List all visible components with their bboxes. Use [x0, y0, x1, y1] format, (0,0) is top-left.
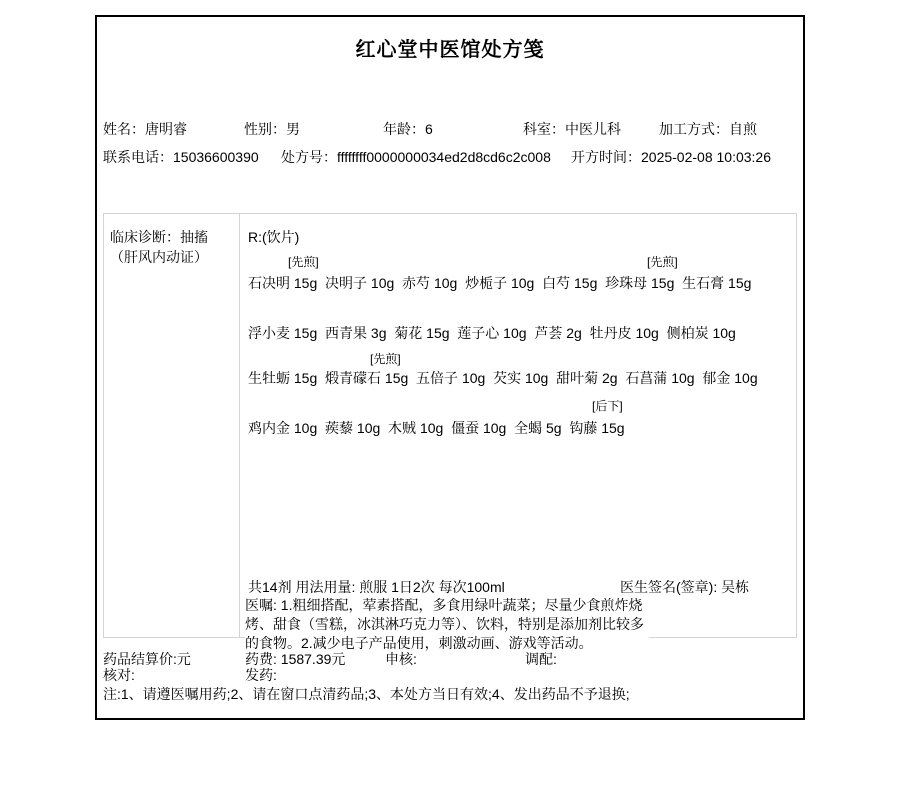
column-divider — [239, 214, 240, 637]
field-patient-gender — [244, 121, 300, 138]
decoct-first-annotation: [先煎] — [288, 255, 319, 269]
footer-note: 注:1、请遵医嘱用药;2、请在窗口点清药品;3、本处方当日有效;4、发出药品不予退换; — [103, 686, 630, 702]
field-label: 科室： — [523, 121, 565, 137]
doctor-signature-label: 医生签名(签章): — [620, 579, 722, 595]
usage-line — [248, 577, 505, 597]
doctor-name: 吴栋 — [721, 579, 750, 595]
herb-line: 鸡内金 10g 蒺藜 10g 木贼 10g 僵蚕 10g 全蝎 5g 钩藤 15g — [248, 420, 625, 436]
field-label: 性别： — [244, 121, 286, 137]
field-allocate — [525, 651, 557, 668]
field-patient-name — [103, 121, 187, 138]
field-label: 开方时间： — [571, 149, 641, 165]
field-department — [523, 121, 621, 138]
field-value: 1587.39元 — [280, 651, 346, 667]
field-value: 15036600390 — [173, 149, 259, 165]
usage-label: 用法用量: — [295, 579, 356, 595]
field-processing-method — [659, 121, 757, 138]
field-label: 姓名： — [103, 121, 145, 137]
field-prescription-number — [281, 149, 551, 166]
field-value: 中医儿科 — [565, 121, 621, 137]
field-value: 自煎 — [729, 121, 757, 137]
field-contact-phone — [103, 149, 259, 166]
decoct-first-annotation: [先煎] — [370, 352, 401, 366]
field-review — [385, 651, 417, 668]
field-value: 2025-02-08 10:03:26 — [641, 149, 771, 165]
decoct-first-annotation: [先煎] — [647, 255, 678, 269]
clinical-diagnosis — [110, 227, 234, 267]
field-dispense — [245, 667, 277, 684]
field-value: 元 — [176, 651, 191, 667]
field-patient-age — [383, 121, 433, 138]
field-value: 男 — [286, 121, 300, 137]
medical-advice — [245, 596, 649, 653]
doctor-signature — [620, 577, 749, 597]
advice-text: 1.粗细搭配，荤素搭配，多食用绿叶蔬菜；尽量少食煎炸烧烤、甜食（雪糕，冰淇淋巧克力等）、饮料，特别是添加剂比较多的食物。2.减少电子产品使用，刺激动画、游戏等活动。 — [245, 597, 644, 651]
field-label: 调配: — [525, 651, 557, 667]
add-later-annotation: [后下] — [592, 399, 623, 413]
field-label: 处方号： — [281, 149, 337, 165]
herb-line: 浮小麦 15g 西青果 3g 菊花 15g 莲子心 10g 芦荟 2g 牡丹皮 10g 侧柏炭 10g — [248, 325, 736, 341]
herb-line: 石决明 15g 决明子 10g 赤芍 10g 炒栀子 10g 白芍 15g 珍珠母 15g 生石膏 15g — [248, 275, 752, 291]
herb-line: 生牡蛎 15g 煅青礞石 15g 五倍子 10g 芡实 10g 甜叶菊 2g 石菖蒲 10g 郁金 10g — [248, 370, 758, 386]
field-label: 加工方式： — [659, 121, 729, 137]
field-label: 年龄： — [383, 121, 425, 137]
field-label: 核对: — [103, 667, 135, 683]
diagnosis-label: 临床诊断： — [110, 229, 180, 245]
diagnosis-value: 抽搐（肝风内动证） — [110, 229, 208, 265]
field-value: 6 — [425, 121, 433, 137]
field-label: 药费: — [245, 651, 281, 667]
field-label: 联系电话： — [103, 149, 173, 165]
field-label: 申核: — [385, 651, 417, 667]
field-settlement-price — [103, 651, 191, 668]
advice-label: 医嘱: — [245, 597, 281, 613]
field-label: 药品结算价: — [103, 651, 177, 667]
field-prescription-time — [571, 149, 771, 166]
field-label: 发药: — [245, 667, 277, 683]
usage-value: 煎服 1日2次 每次100ml — [359, 579, 505, 595]
field-value: ffffffff0000000034ed2d8cd6c2c008 — [337, 149, 551, 165]
field-check — [103, 667, 135, 684]
field-value: 唐明睿 — [145, 121, 187, 137]
page-title: 红心堂中医馆处方笺 — [355, 39, 545, 61]
field-medicine-fee — [245, 651, 345, 668]
rx-header: R:(饮片) — [248, 229, 300, 245]
dose-quantity: 共14剂 — [248, 579, 292, 595]
